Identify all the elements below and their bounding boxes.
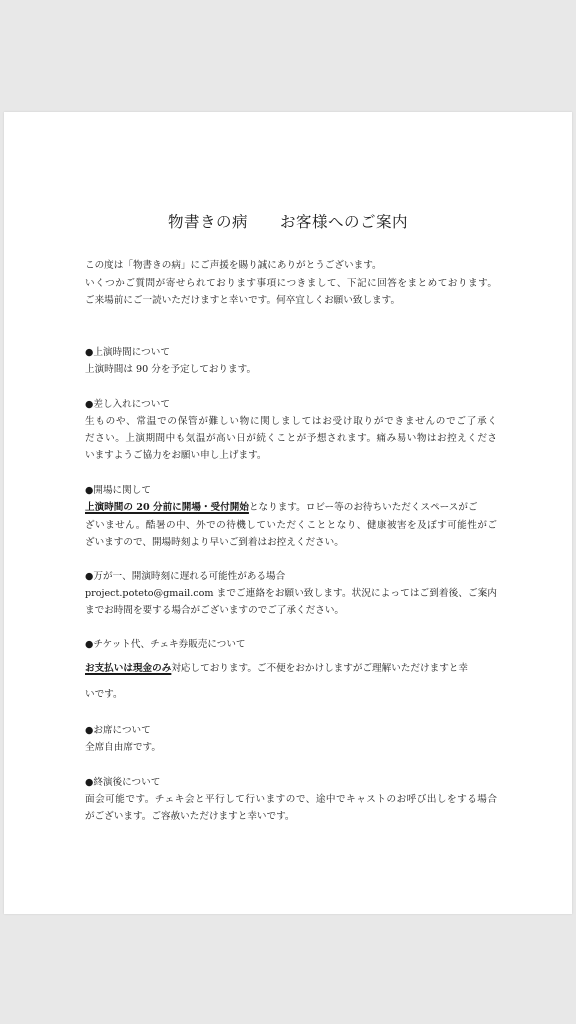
section-text: 面会可能です。チェキ会と平行して行いますので、途中でキャストのお呼び出しをする場合 [85, 794, 497, 805]
section-text-opening-first [85, 501, 497, 514]
section-heading-gifts: ●差し入れについて [85, 399, 170, 410]
section-text: いです。 [85, 689, 123, 700]
section-text-contact: project.poteto@gmail.com までご連絡をお願い致します。状況によってはご到着後、ご案内 [85, 588, 497, 599]
document-title: 物書きの病 お客様へのご案内 [167, 213, 408, 231]
section-text: がございます。ご容赦いただけますと幸いです。 [85, 811, 295, 822]
section-heading-late: ●万が一、開演時刻に遅れる可能性がある場合 [85, 571, 286, 582]
section-heading-tickets: ●チケット代、チェキ券販売について [85, 639, 246, 650]
section-text: ざいません。酷暑の中、外での待機していただくこととなり、健康被害を及ぼす可能性がご [85, 520, 497, 531]
section-heading-opening: ●開場に関して [85, 485, 151, 496]
section-text-fragment: 対応しております。ご不便をおかけしますがご理解いただけますと幸 [171, 663, 468, 674]
section-text-tickets-first [85, 662, 497, 675]
section-heading-seats: ●お席について [85, 725, 151, 736]
section-text-fragment: となります。ロビー等のお待ちいただくスペースがご [248, 502, 478, 513]
section-text: 生ものや、常温での保管が難しい物に関しましてはお受け取りができませんのでご了承く [85, 416, 497, 427]
emphasis-opening-time: 上演時間の 20 分前に開場・受付開始 [85, 502, 249, 513]
section-text: ださい。上演期間中も気温が高い日が続くことが予想されます。痛み易い物はお控えくださ [85, 433, 497, 444]
emphasis-cash-only: お支払いは現金のみ [85, 663, 172, 674]
intro-line: この度は「物書きの病」にご声援を賜り誠にありがとうございます。 [85, 260, 382, 271]
section-text: ざいますので、開場時刻より早いご到着はお控えください。 [85, 537, 344, 548]
section-text: までお時間を要する場合がございますのでご了承ください。 [85, 605, 345, 616]
section-heading-runtime: ●上演時間について [85, 347, 170, 358]
intro-line: いくつかご質問が寄せられております事項につきまして、下記に回答をまとめております。 [85, 278, 497, 289]
section-text: 上演時間は 90 分を予定しております。 [85, 364, 257, 375]
intro-line: ご来場前にご一読いただけますと幸いです。何卒宜しくお願い致します。 [85, 295, 401, 306]
section-heading-after: ●終演後について [85, 777, 161, 788]
section-text: 全席自由席です。 [85, 742, 161, 753]
section-text: いますようご協力をお願い申し上げます。 [85, 450, 267, 461]
